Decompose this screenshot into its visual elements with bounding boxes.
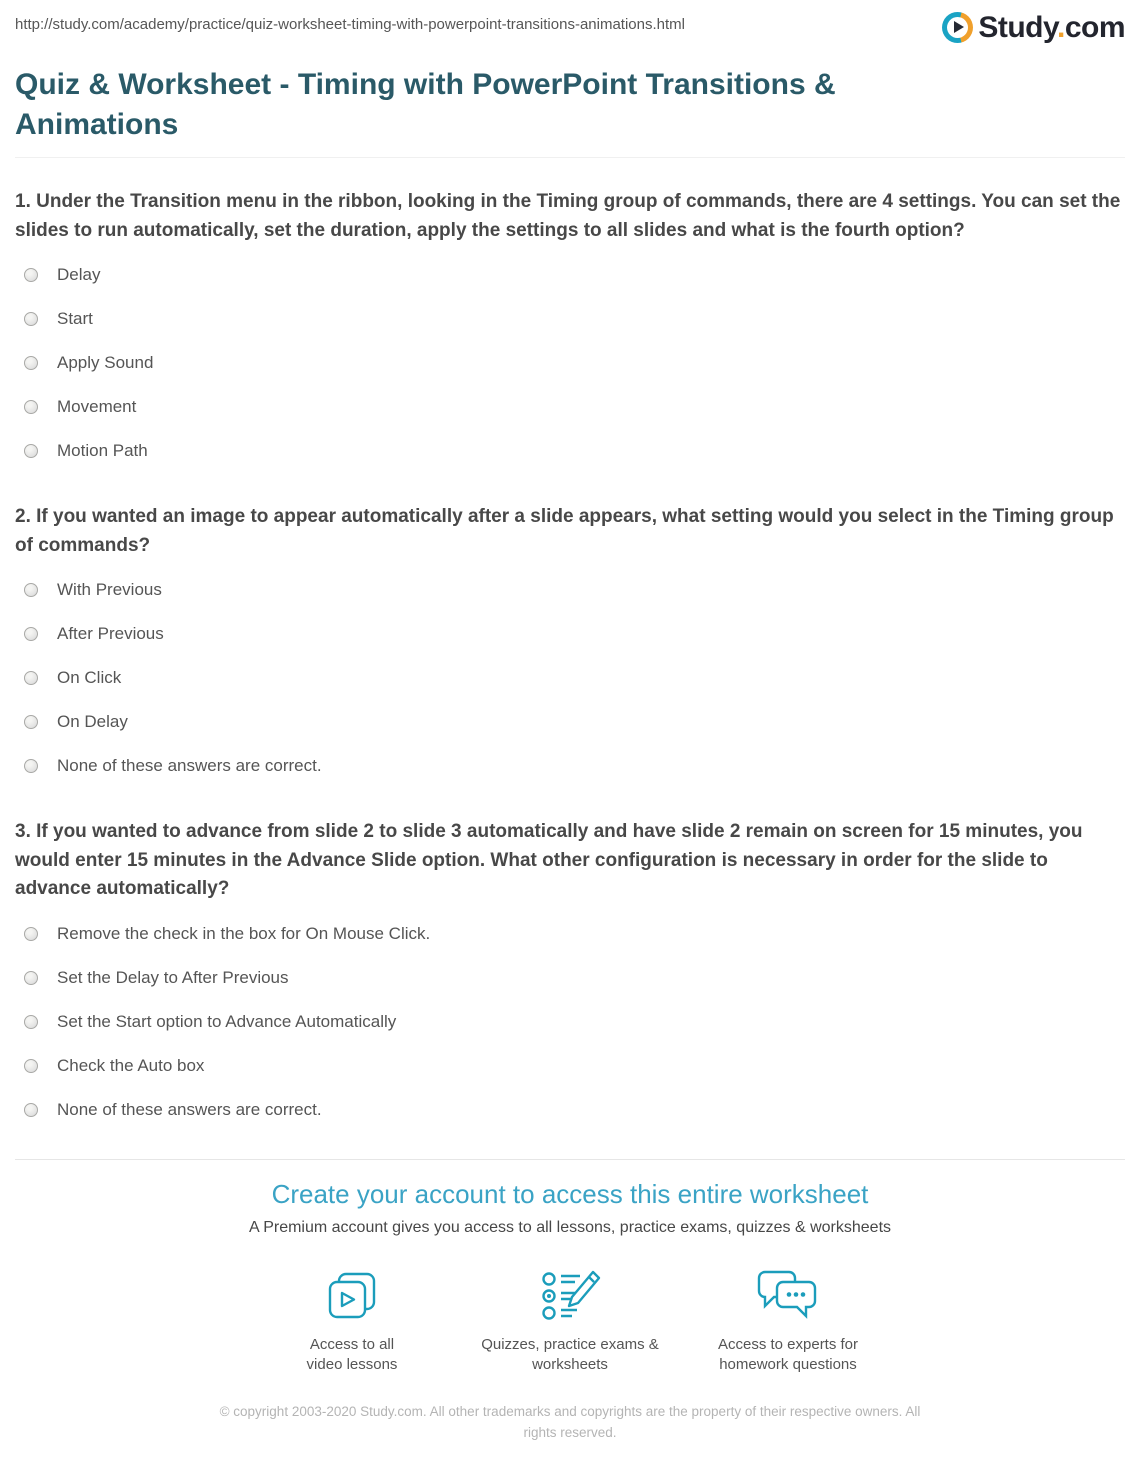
answer-option[interactable]	[15, 385, 1125, 429]
feature-label: Access to experts for homework questions	[717, 1335, 859, 1373]
question-text: 3. If you wanted to advance from slide 2 to slide 3 automatically and have slide 2 remain on screen for 15 minutes, you would enter 15 minutes in the Advance Slide option. What other configuration is necessary in order for the slide to advance automatically?	[15, 821, 1083, 899]
logo-dot: .	[1056, 11, 1065, 44]
play-icon	[954, 21, 964, 33]
page-url: http://study.com/academy/practice/quiz-worksheet-timing-with-powerpoint-transitions-animations.html	[15, 16, 685, 33]
answer-option-label[interactable]: Motion Path	[57, 441, 148, 460]
question-text: 1. Under the Transition menu in the ribbon, looking in the Timing group of commands, there are 4 settings. You can set the slides to run automatically, set the duration, apply the settings to all slides and what is the fourth option?	[15, 191, 1121, 241]
question-2	[15, 503, 1125, 788]
radio-button[interactable]	[24, 400, 38, 414]
answer-option-label[interactable]: Set the Delay to After Previous	[57, 967, 289, 987]
answer-option[interactable]	[15, 700, 1125, 744]
answer-option[interactable]	[15, 612, 1125, 656]
options-list	[15, 912, 1125, 1132]
answer-option[interactable]	[15, 956, 1125, 1000]
radio-button[interactable]	[24, 627, 38, 641]
radio-button[interactable]	[24, 671, 38, 685]
answer-option[interactable]	[15, 253, 1125, 297]
feature-label: Quizzes, practice exams & worksheets	[481, 1335, 659, 1373]
cta-section	[15, 1179, 1125, 1375]
question-text: 2. If you wanted an image to appear automatically after a slide appears, what setting would you select in the Timing group of commands?	[15, 506, 1114, 556]
radio-button[interactable]	[24, 356, 38, 370]
radio-button[interactable]	[24, 759, 38, 773]
radio-button[interactable]	[24, 927, 38, 941]
feature-quizzes-worksheets	[461, 1261, 679, 1375]
cta-heading: Create your account to access this entire worksheet	[271, 1178, 869, 1209]
radio-button[interactable]	[24, 268, 38, 282]
answer-option[interactable]	[15, 1088, 1125, 1132]
features-row	[15, 1261, 1125, 1375]
answer-option-label[interactable]: None of these answers are correct.	[57, 1099, 322, 1119]
homework-experts-icon	[755, 1261, 821, 1325]
answer-option-label[interactable]: On Delay	[57, 712, 128, 731]
studycom-logo-icon	[942, 12, 973, 43]
copyright-notice: © copyright 2003-2020 Study.com. All other trademarks and copyrights are the property of their respective owners. All rights reserved.	[219, 1403, 921, 1440]
radio-button[interactable]	[24, 1015, 38, 1029]
answer-option[interactable]	[15, 912, 1125, 956]
answer-option[interactable]	[15, 1044, 1125, 1088]
answer-option-label[interactable]: Apply Sound	[57, 353, 154, 372]
answer-option-label[interactable]: Start	[57, 309, 93, 328]
video-lessons-icon	[322, 1261, 382, 1325]
section-divider	[15, 1159, 1125, 1160]
radio-button[interactable]	[24, 715, 38, 729]
page-title: Quiz & Worksheet - Timing with PowerPoint Transitions & Animations	[15, 68, 836, 141]
answer-option-label[interactable]: Remove the check in the box for On Mouse Click.	[57, 923, 431, 943]
answer-option[interactable]	[15, 568, 1125, 612]
answer-option-label[interactable]: Movement	[57, 397, 137, 416]
quizzes-worksheets-icon	[538, 1261, 602, 1325]
answer-option-label[interactable]: Delay	[57, 265, 101, 284]
options-list	[15, 568, 1125, 788]
answer-option[interactable]	[15, 1000, 1125, 1044]
studycom-logo-text: Study.com	[978, 11, 1125, 44]
answer-option[interactable]	[15, 341, 1125, 385]
answer-option[interactable]	[15, 744, 1125, 788]
feature-video-lessons	[243, 1261, 461, 1375]
radio-button[interactable]	[24, 444, 38, 458]
question-3	[15, 818, 1125, 1132]
radio-button[interactable]	[24, 971, 38, 985]
feature-label: Access to all video lessons	[306, 1335, 398, 1373]
radio-button[interactable]	[24, 312, 38, 326]
studycom-logo[interactable]	[942, 12, 1125, 43]
answer-option[interactable]	[15, 297, 1125, 341]
answer-option-label[interactable]: Set the Start option to Advance Automatically	[57, 1011, 397, 1031]
page-header	[15, 0, 1125, 43]
title-divider	[15, 157, 1125, 158]
feature-homework-experts	[679, 1261, 897, 1375]
radio-button[interactable]	[24, 1059, 38, 1073]
answer-option-label[interactable]: Check the Auto box	[57, 1055, 205, 1075]
answer-option-label[interactable]: On Click	[57, 668, 122, 687]
cta-subheading: A Premium account gives you access to all lessons, practice exams, quizzes & worksheets	[248, 1218, 892, 1236]
answer-option-label[interactable]: None of these answers are correct.	[57, 756, 322, 775]
answer-option-label[interactable]: After Previous	[57, 624, 164, 643]
answer-option-label[interactable]: With Previous	[57, 580, 162, 599]
answer-option[interactable]	[15, 429, 1125, 473]
radio-button[interactable]	[24, 583, 38, 597]
answer-option[interactable]	[15, 656, 1125, 700]
options-list	[15, 253, 1125, 473]
radio-button[interactable]	[24, 1103, 38, 1117]
question-1	[15, 188, 1125, 473]
